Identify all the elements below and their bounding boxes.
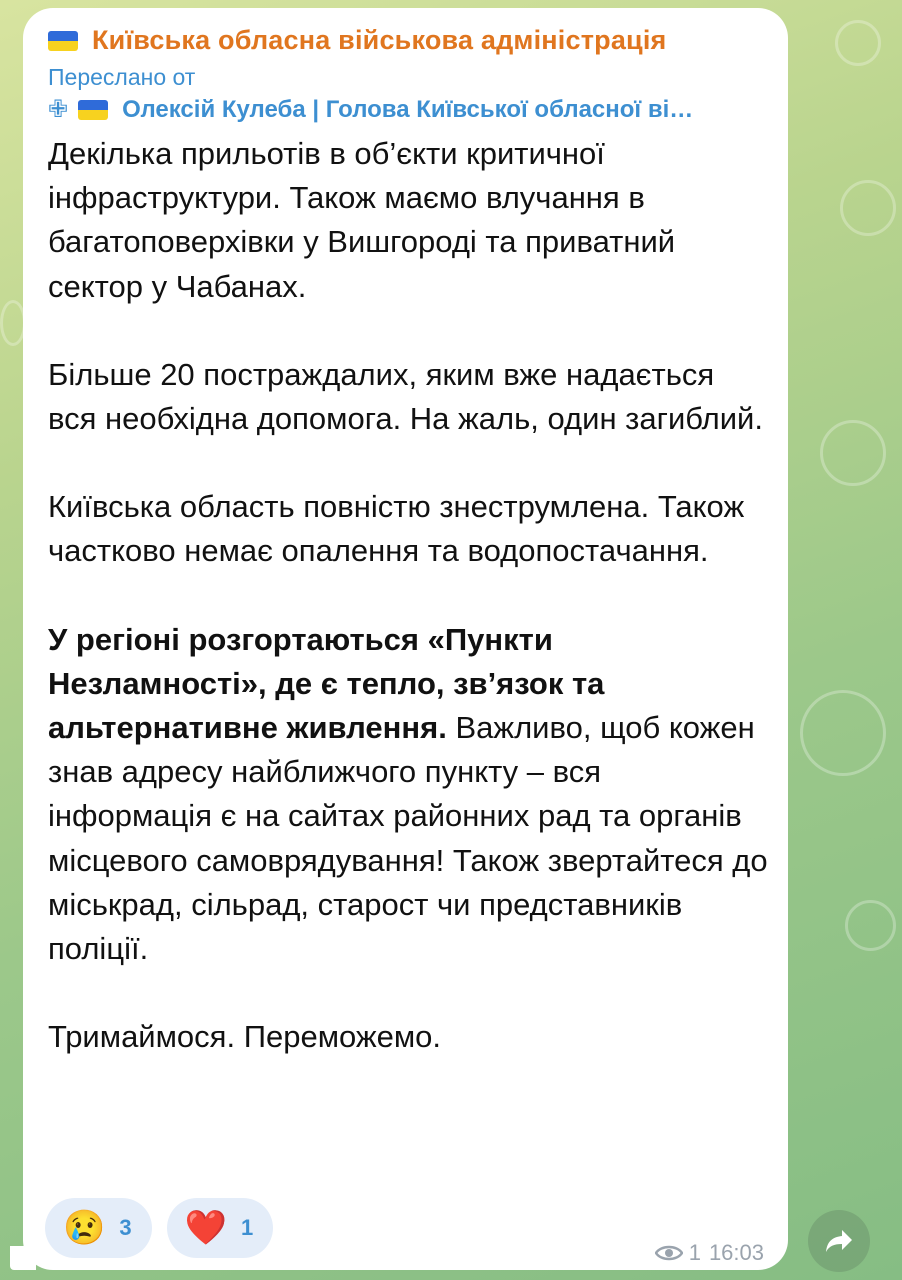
reaction-heart[interactable] (167, 1198, 274, 1258)
heart-icon: ❤️ (184, 1209, 227, 1247)
bubble-tail (10, 1246, 36, 1270)
message-time: 16:03 (708, 1240, 764, 1265)
background-doodle (820, 420, 886, 486)
message-text (48, 132, 768, 1059)
ukraine-flag-icon (48, 31, 78, 51)
view-count: 1 (688, 1240, 701, 1265)
forwarded-from[interactable] (48, 96, 768, 124)
regular-text: Важливо, щоб кожен знав адресу найближчого пункту – вся інформація є на сайтах районних рад та органів місцевого самоврядування! Також звертайтеся до міськрад, сільрад, старост чи представників поліції. (48, 710, 768, 967)
crying-face-icon: 😢 (63, 1209, 106, 1247)
reaction-crying[interactable] (45, 1198, 152, 1258)
channel-header[interactable] (48, 25, 667, 56)
message-paragraph: Тримаймося. Переможемо. (48, 1019, 442, 1055)
message-paragraph (48, 618, 768, 972)
ukraine-flag-icon (78, 100, 108, 120)
channel-title[interactable]: Київська обласна військова адміністрація (92, 25, 667, 55)
bold-text: У регіоні розгортаються «Пункти Незламності», де є тепло, зв’язок та альтернативне живлення. (48, 621, 605, 746)
reaction-count: 3 (119, 1215, 132, 1240)
background-doodle (800, 690, 886, 776)
reactions-bar (45, 1198, 288, 1258)
message-paragraph: Більше 20 постраждалих, яким вже надається вся необхідна допомога. На жаль, один загиблий. (48, 356, 763, 437)
forwarded-author[interactable]: Олексій Кулеба | Голова Київської обласної ві… (122, 96, 694, 123)
cross-icon: ✙ (48, 96, 69, 123)
reaction-count: 1 (240, 1215, 254, 1240)
background-doodle (835, 20, 881, 66)
message-bubble[interactable] (23, 8, 788, 1270)
share-arrow-icon (824, 1228, 854, 1254)
share-button[interactable] (808, 1210, 870, 1272)
message-paragraph: Київська область повністю знеструмлена. Також частково немає опалення та водопостачання. (48, 489, 745, 569)
background-doodle (845, 900, 896, 951)
background-doodle (840, 180, 896, 236)
forwarded-label: Переслано от (48, 64, 196, 90)
message-meta (655, 1240, 764, 1266)
message-paragraph: Декілька прильотів в об’єкти критичної інфраструктури. Також маємо влучання в багатоповерхівки у Вишгороді та приватний сектор у Чабанах. (48, 136, 676, 304)
eye-icon (655, 1244, 683, 1262)
